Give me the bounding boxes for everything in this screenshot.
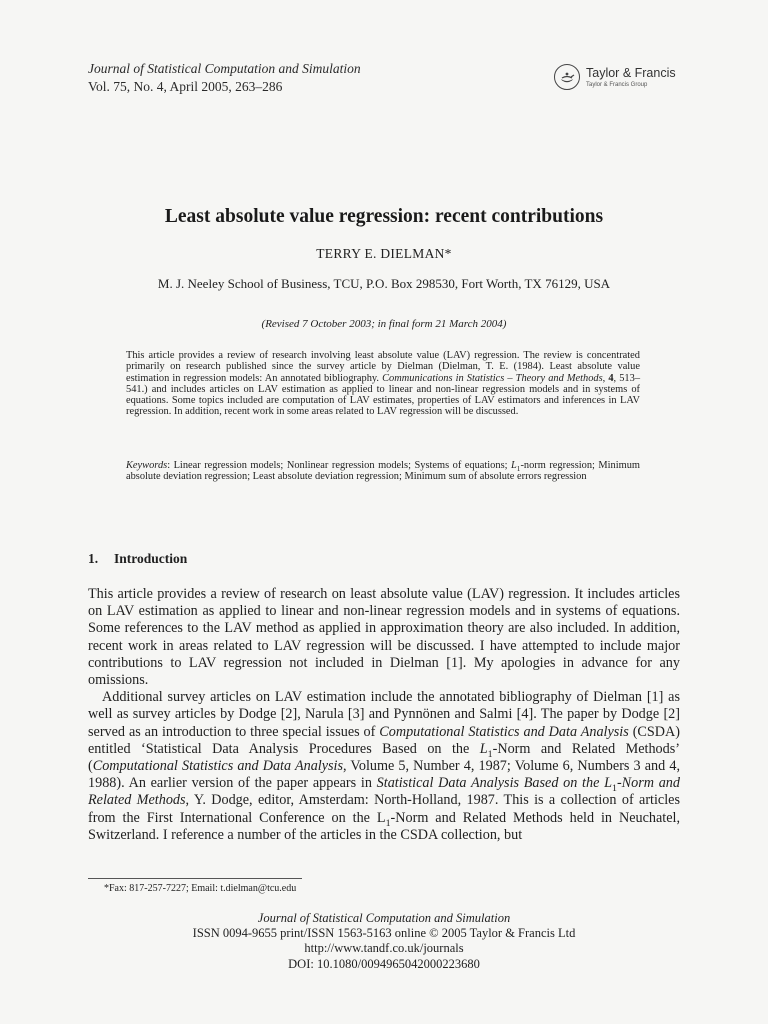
- publisher-logo: [554, 64, 684, 94]
- footer-url[interactable]: http://www.tandf.co.uk/journals: [304, 941, 464, 956]
- paragraph-2-text: , Volume 5, Number 4, 1987; Volume 6, Numbers 3 and 4, 1988). An earlier version of the paper appears in: [88, 758, 680, 792]
- paragraph-1: This article provides a review of research on least absolute value (LAV) regression. It includes articles on LAV estimation as applied to linear and non-linear regression models and in systems of equations. Some references to the LAV method as applied in approximation theory are also included. In addition, recent work in areas related to LAV regression will be discussed. I have attempted to include major contributions to LAV regression not included in Dielman [1]. My apologies in advance for any omissions.: [88, 586, 680, 689]
- footer-journal-name: Journal of Statistical Computation and Simulation: [257, 911, 511, 925]
- footnote-divider: [88, 878, 302, 879]
- keywords-text-continued: -norm regression; Minimum absolute deviation regression; Least absolute deviation regression; Minimum sum of absolute errors regression: [126, 460, 640, 483]
- book-reference: Statistical Data Analysis Based on the: [376, 775, 605, 792]
- article-author: TERRY E. DIELMAN*: [316, 246, 452, 261]
- journal-header: [88, 60, 361, 96]
- abstract-text: This article provides a review of research involving least absolute value (LAV) regression. The review is concentrated primarily on research published since the survey article by Dielman (Dielman, T. E. (1984). Least absolute value estimation in regression models: An annotated bibliography.: [126, 350, 640, 384]
- footer-issn: ISSN 0094-9655 print/ISSN 1563-5163 online © 2005 Taylor & Francis Ltd: [192, 926, 576, 941]
- keywords-text: : Linear regression models; Nonlinear regression models; Systems of equations;: [167, 460, 512, 471]
- journal-reference: Computational Statistics and Data Analysis: [379, 723, 629, 740]
- keywords-label: Keywords: [126, 460, 168, 471]
- paragraph-2: [88, 689, 680, 844]
- book-reference: -Norm and Related Methods: [88, 775, 680, 809]
- footer-doi: DOI: 10.1080/0094965042000223680: [288, 956, 480, 971]
- author-affiliation: M. J. Neeley School of Business, TCU, P.O. Box 298530, Fort Worth, TX 76129, USA: [157, 276, 611, 291]
- paragraph-2-text: (CSDA) entitled ‘Statistical Data Analysis Procedures Based on the: [88, 723, 680, 757]
- l1-symbol: L: [604, 775, 612, 792]
- abstract-citation-separator: ,: [602, 372, 609, 384]
- page-footer: [0, 911, 768, 972]
- l1-subscript: 1: [385, 817, 391, 829]
- keywords: [126, 460, 640, 483]
- publisher-name: Taylor & Francis: [586, 66, 676, 80]
- volume-line: Vol. 75, No. 4, April 2005, 263–286: [88, 79, 283, 94]
- section-heading-introduction: [88, 551, 187, 567]
- section-title: Introduction: [114, 551, 188, 566]
- publisher-group: Taylor & Francis Group: [586, 82, 648, 88]
- footnote: *Fax: 817-257-7227; Email: t.dielman@tcu.edu: [104, 883, 297, 894]
- article-title: Least absolute value regression: recent contributions: [164, 206, 604, 227]
- l1-symbol: L: [511, 460, 517, 471]
- paragraph-2-text: -Norm and Related Methods’ (: [88, 740, 680, 775]
- abstract-text-continued: , 513–541.) and includes articles on LAV estimation as applied to linear and non-linear regression models and in systems of equations. Some topics included are computation of LAV estimates, properties of LAV estimators and inferences in LAV regression. In addition, recent work in some areas related to LAV regression will be discussed.: [126, 372, 641, 418]
- paragraph-2-text: Additional survey articles on LAV estimation include the annotated bibliography of Dielman [1] as well as survey articles by Dodge [2], Narula [3] and Pynnönen and Salmi [4]. The paper by Dodge [2] served as an introduction to three special issues of: [88, 689, 680, 740]
- l1-symbol: L: [479, 740, 488, 757]
- abstract-citation-volume: 4: [608, 372, 614, 384]
- journal-reference: Computational Statistics and Data Analysis: [92, 758, 344, 775]
- abstract-citation-journal: Communications in Statistics – Theory and Methods: [382, 372, 603, 384]
- abstract: [126, 350, 640, 418]
- introduction-body: [88, 586, 680, 844]
- paragraph-2-text: -Norm and Related Methods held in Neuchatel, Switzerland. I reference a number of the articles in the CSDA collection, but: [88, 809, 681, 843]
- journal-name: Journal of Statistical Computation and Simulation: [88, 61, 361, 76]
- l1-subscript: 1: [487, 748, 493, 760]
- paragraph-2-text: , Y. Dodge, editor, Amsterdam: North-Holland, 1987. This is a collection of articles from the First International Conference on the L: [88, 792, 680, 826]
- section-number: 1.: [88, 551, 99, 566]
- l1-subscript: 1: [516, 465, 521, 474]
- lamp-logo-icon: [554, 64, 580, 90]
- revision-dates: (Revised 7 October 2003; in final form 21 March 2004): [261, 318, 507, 330]
- l1-subscript: 1: [611, 783, 617, 795]
